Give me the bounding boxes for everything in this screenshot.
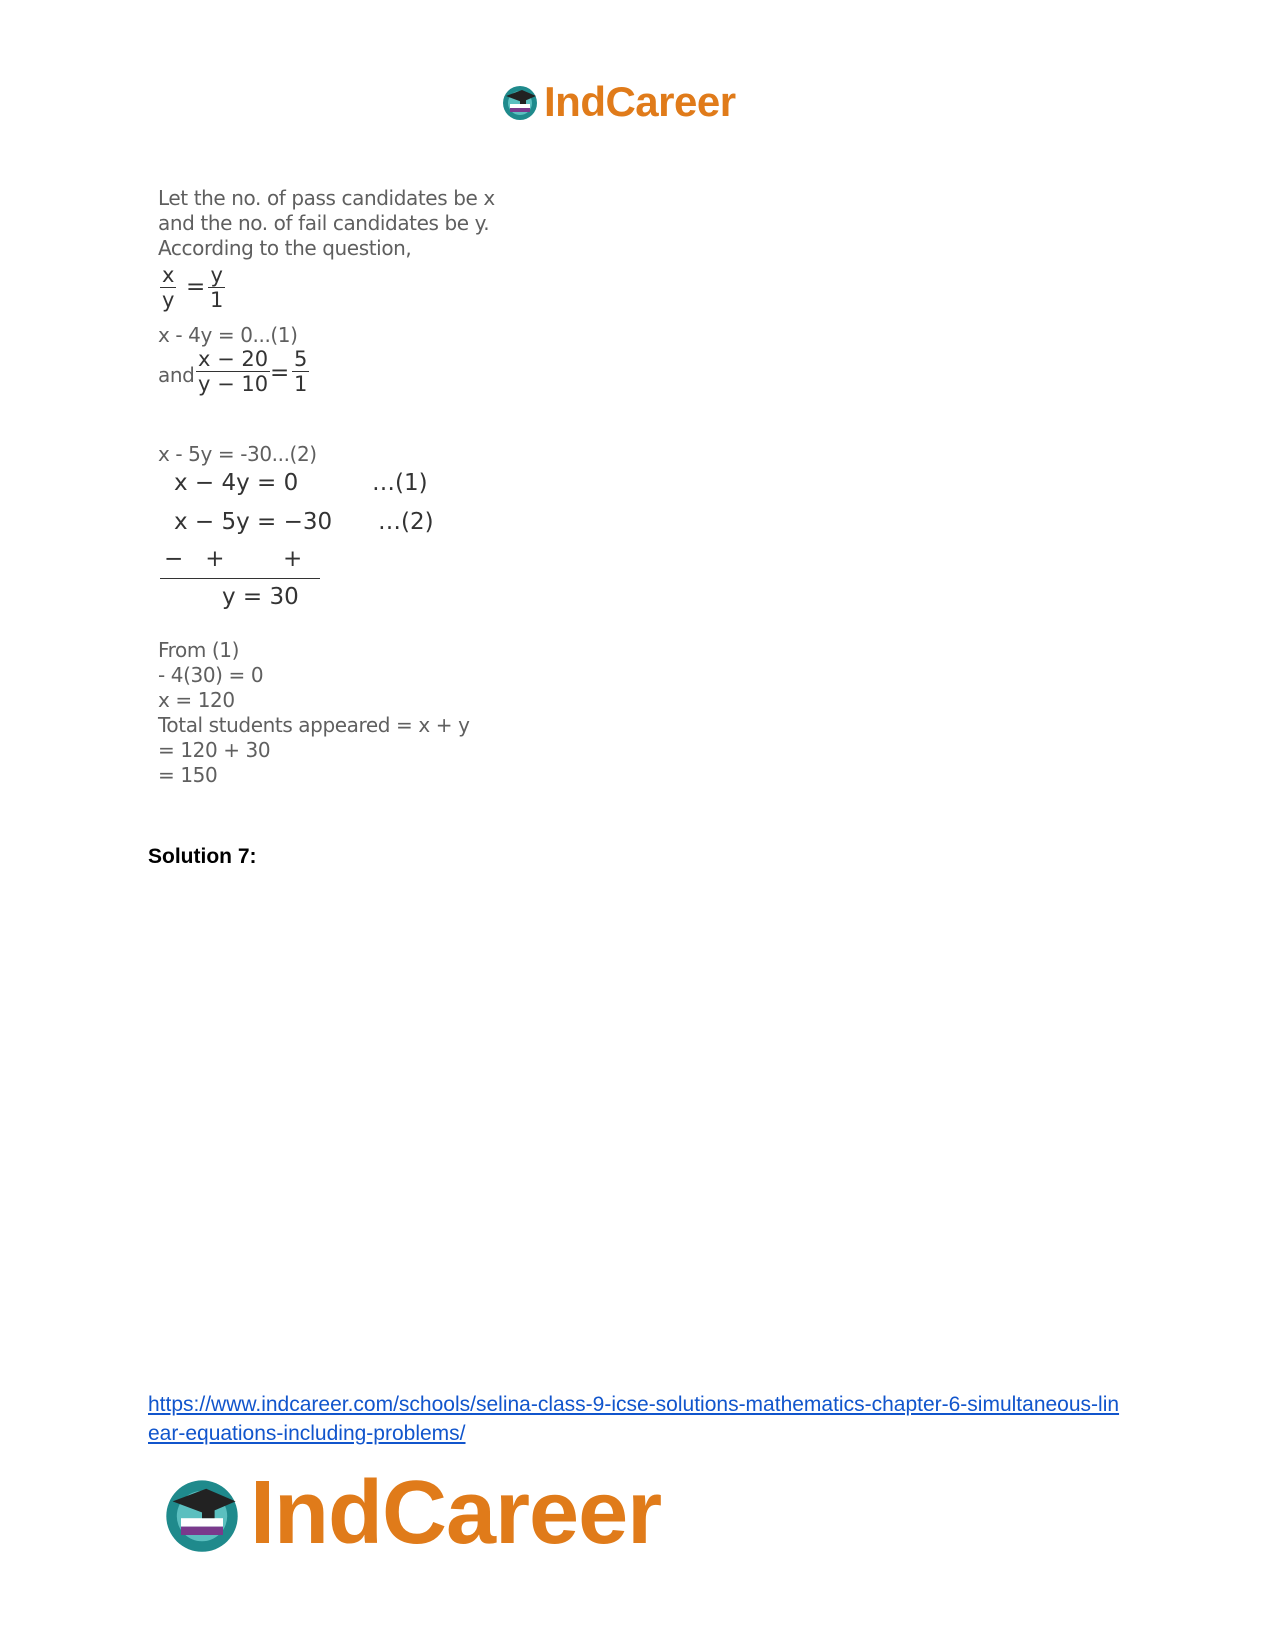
equals-sign: = — [186, 274, 206, 300]
equation-1: x - 4y = 0...(1) — [158, 323, 298, 347]
text-line: According to the question, — [158, 236, 412, 260]
text-line: From (1) — [158, 638, 240, 662]
elimination-rule — [160, 578, 320, 579]
graduation-cap-icon — [500, 82, 540, 122]
footer-logo-text: IndCareer — [250, 1463, 662, 1563]
footer-logo — [160, 1462, 661, 1565]
text-line: Total students appeared = x + y — [158, 713, 470, 737]
elimination-result: y = 30 — [222, 584, 299, 610]
graduation-cap-icon — [160, 1472, 244, 1556]
text-line: Let the no. of pass candidates be x — [158, 186, 495, 210]
and-label: and — [158, 363, 195, 387]
solution-heading: Solution 7: — [148, 845, 257, 868]
text-line: - 4(30) = 0 — [158, 663, 264, 687]
equation-2: x - 5y = -30...(2) — [158, 442, 317, 466]
source-link[interactable]: https://www.indcareer.com/schools/selina-class-9-icse-solutions-mathematics-chapter-6-simultaneous-linear-equations-including-problems/ — [148, 1393, 1120, 1445]
elimination-tag-2: …(2) — [378, 509, 434, 535]
header-logo — [500, 78, 736, 126]
fraction-x-over-y: $\frac{x}{y}$ — [162, 263, 175, 313]
fraction-y-over-1: $\frac{y}{1}$ — [210, 263, 224, 313]
elimination-signs: − + + — [164, 546, 303, 572]
fraction-5-over-1: $\frac{5}{1}$ — [294, 347, 308, 397]
text-line: = 120 + 30 — [158, 738, 271, 762]
text-line: = 150 — [158, 763, 218, 787]
elimination-tag-1: …(1) — [372, 470, 428, 496]
text-line: x = 120 — [158, 688, 235, 712]
solution-image — [158, 186, 518, 816]
elimination-line-2: x − 5y = −30 — [174, 509, 333, 535]
text-line: and the no. of fail candidates be y. — [158, 211, 490, 235]
elimination-line-1: x − 4y = 0 — [174, 470, 299, 496]
header-logo-text: IndCareer — [544, 78, 736, 125]
equals-sign: = — [270, 360, 290, 386]
fraction-x20-over-y10: $\frac{x - 20}{y - 10}$ — [198, 347, 269, 397]
